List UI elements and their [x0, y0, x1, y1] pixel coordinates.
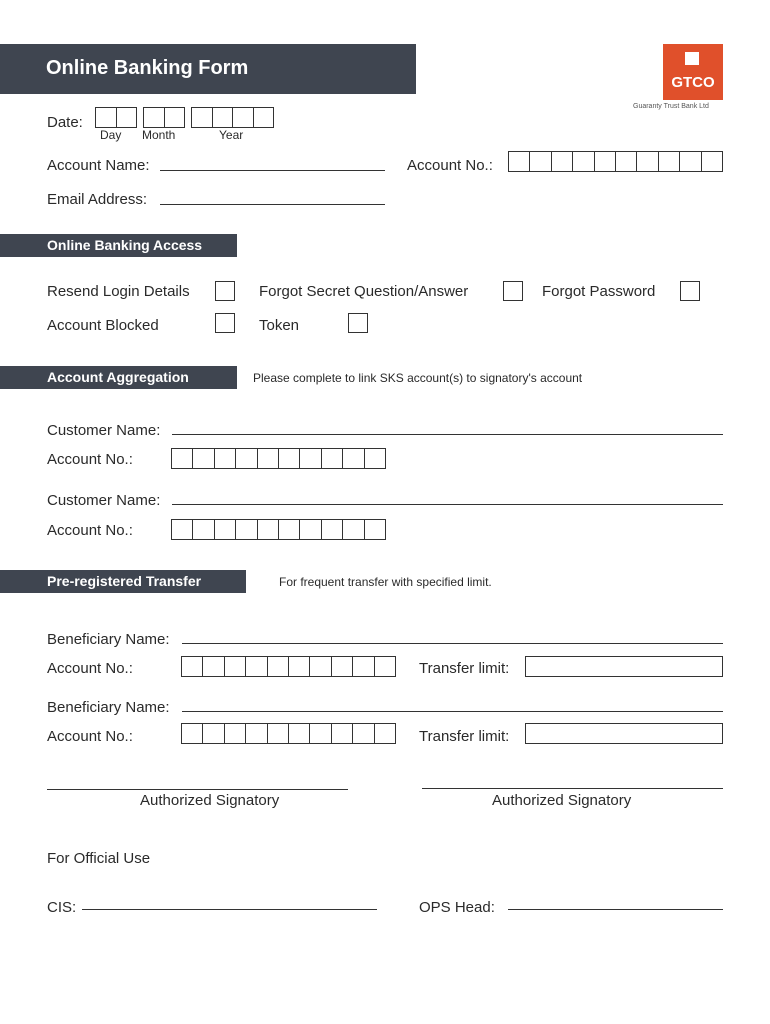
- date-month-boxes[interactable]: [143, 107, 185, 128]
- date-label: Date:: [47, 114, 83, 131]
- transfer-note: For frequent transfer with specified limit.: [279, 575, 492, 589]
- section-online-banking-access: [0, 234, 237, 257]
- date-day-boxes[interactable]: [95, 107, 137, 128]
- forgot-secret-checkbox[interactable]: [503, 281, 523, 301]
- official-use-title: For Official Use: [47, 850, 151, 867]
- beneficiary-name-label-2: Beneficiary Name:: [47, 699, 170, 716]
- customer-name-label-1: Customer Name:: [47, 422, 161, 439]
- forgot-password-checkbox[interactable]: [680, 281, 700, 301]
- logo-text: GTCO: [671, 74, 715, 91]
- signature-label-left: Authorized Signatory: [140, 792, 280, 809]
- day-caption: Day: [100, 128, 122, 142]
- resend-login-label: Resend Login Details: [47, 283, 190, 300]
- customer-name-label-2: Customer Name:: [47, 492, 161, 509]
- account-number-label: Account No.:: [407, 157, 493, 174]
- page-title: Online Banking Form: [46, 57, 249, 79]
- brand-tagline: Guaranty Trust Bank Ltd: [633, 103, 709, 110]
- account-number-boxes[interactable]: [508, 151, 723, 172]
- transfer-account-label-1: Account No.:: [47, 660, 133, 677]
- customer-name-field-2[interactable]: [172, 504, 723, 505]
- beneficiary-name-label-1: Beneficiary Name:: [47, 631, 170, 648]
- gtco-logo: [663, 44, 723, 100]
- transfer-account-boxes-2[interactable]: [181, 723, 396, 744]
- forgot-secret-label: Forgot Secret Question/Answer: [259, 283, 469, 300]
- aggregation-account-boxes-1[interactable]: [171, 448, 386, 469]
- signature-line-right[interactable]: [422, 788, 723, 789]
- aggregation-note: Please complete to link SKS account(s) to signatory's account: [253, 371, 583, 385]
- section-title: Pre-registered Transfer: [47, 573, 202, 589]
- transfer-account-label-2: Account No.:: [47, 728, 133, 745]
- token-checkbox[interactable]: [348, 313, 368, 333]
- beneficiary-name-field-2[interactable]: [182, 711, 723, 712]
- title-banner: [0, 44, 416, 94]
- aggregation-account-label-2: Account No.:: [47, 522, 133, 539]
- year-caption: Year: [219, 128, 244, 142]
- transfer-limit-field-2[interactable]: [525, 723, 723, 744]
- cis-field[interactable]: [82, 909, 377, 910]
- email-label: Email Address:: [47, 191, 148, 208]
- customer-name-field-1[interactable]: [172, 434, 723, 435]
- transfer-limit-label-1: Transfer limit:: [419, 660, 510, 677]
- transfer-account-boxes-1[interactable]: [181, 656, 396, 677]
- transfer-limit-field-1[interactable]: [525, 656, 723, 677]
- signature-line-left[interactable]: [47, 789, 348, 790]
- ops-head-label: OPS Head:: [419, 899, 495, 916]
- account-name-field[interactable]: [160, 170, 385, 171]
- section-account-aggregation: [0, 366, 237, 389]
- account-blocked-checkbox[interactable]: [215, 313, 235, 333]
- aggregation-account-label-1: Account No.:: [47, 451, 133, 468]
- logo-square-icon: [685, 52, 699, 65]
- ops-head-field[interactable]: [508, 909, 723, 910]
- signature-label-right: Authorized Signatory: [492, 792, 632, 809]
- forgot-password-label: Forgot Password: [542, 283, 656, 300]
- month-caption: Month: [142, 128, 176, 142]
- resend-login-checkbox[interactable]: [215, 281, 235, 301]
- email-field[interactable]: [160, 204, 385, 205]
- aggregation-account-boxes-2[interactable]: [171, 519, 386, 540]
- token-label: Token: [259, 317, 300, 334]
- section-pre-registered-transfer: [0, 570, 246, 593]
- account-name-label: Account Name:: [47, 157, 150, 174]
- account-blocked-label: Account Blocked: [47, 317, 159, 334]
- section-title: Account Aggregation: [47, 369, 189, 385]
- beneficiary-name-field-1[interactable]: [182, 643, 723, 644]
- transfer-limit-label-2: Transfer limit:: [419, 728, 510, 745]
- section-title: Online Banking Access: [47, 237, 203, 253]
- cis-label: CIS:: [47, 899, 77, 916]
- date-year-boxes[interactable]: [191, 107, 274, 128]
